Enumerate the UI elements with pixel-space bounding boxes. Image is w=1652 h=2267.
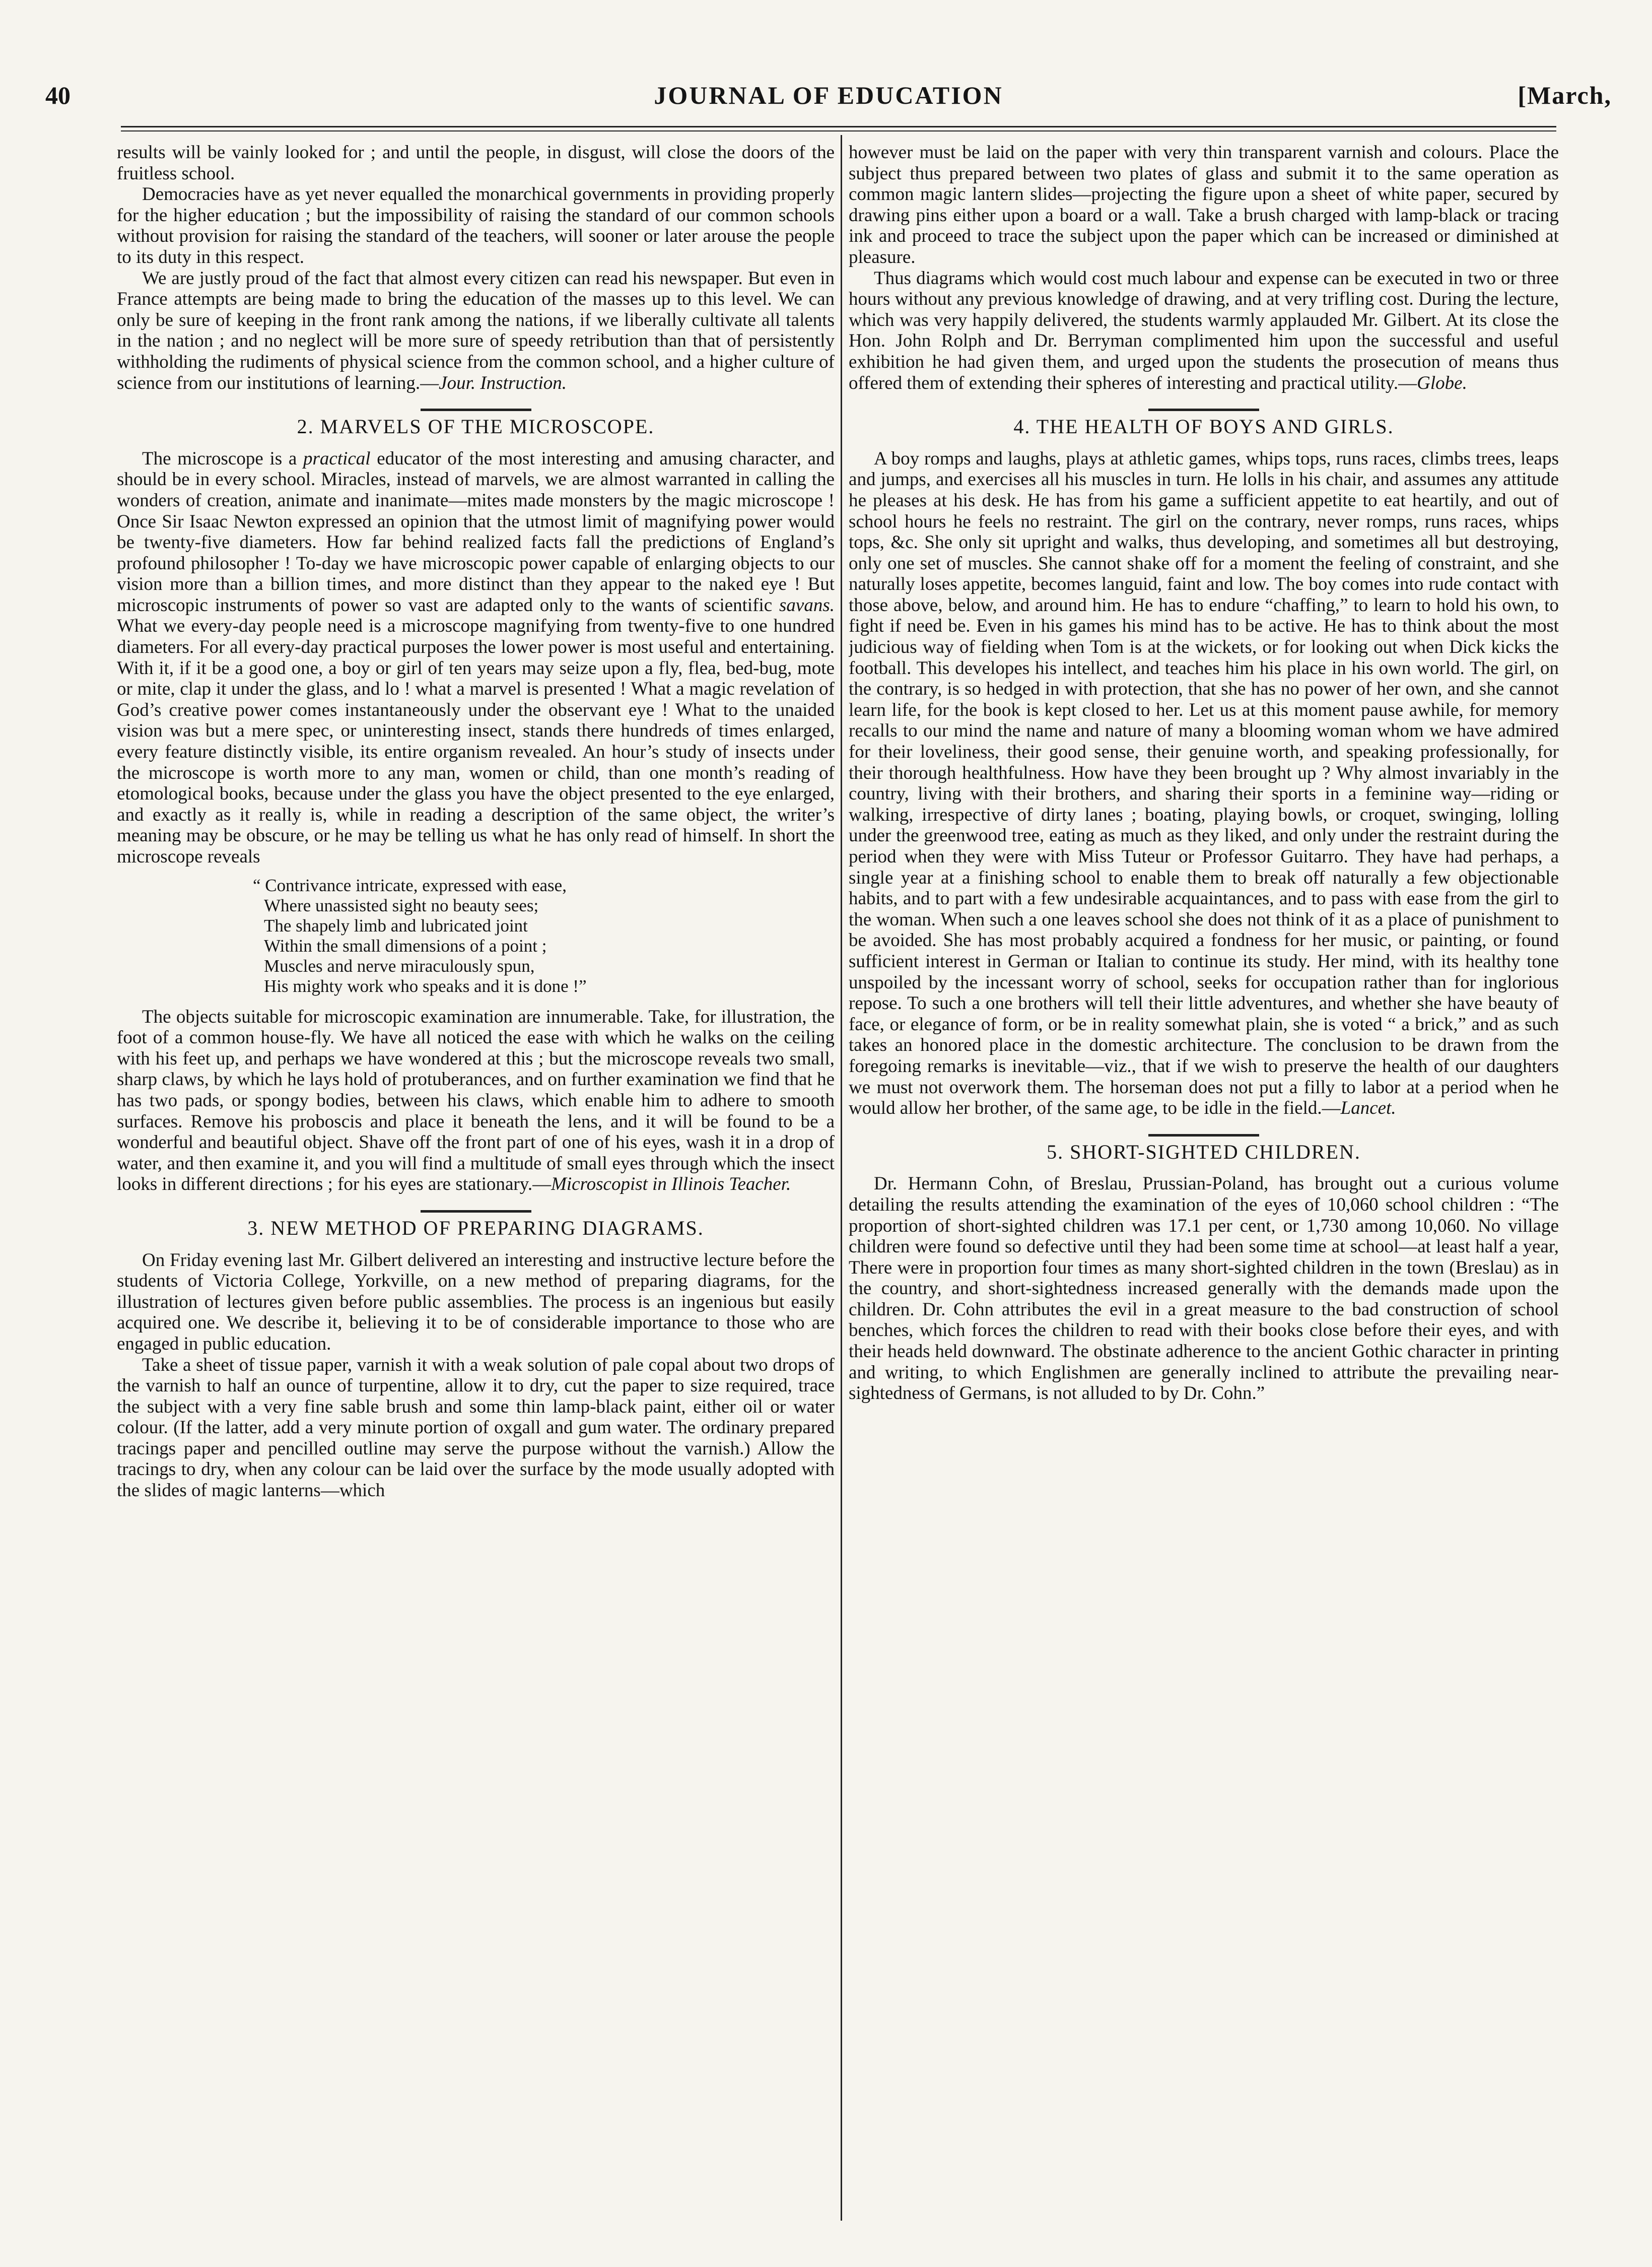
- column-divider: [841, 135, 842, 2221]
- poem-line: Muscles and nerve miraculously spun,: [264, 956, 535, 976]
- microscope-poem: [117, 876, 835, 996]
- section-title: 5. SHORT-SIGHTED CHILDREN.: [1047, 1140, 1361, 1163]
- section-rule: [1148, 409, 1259, 411]
- diagrams-source: Globe.: [1417, 372, 1467, 393]
- page-number: 40: [45, 81, 71, 109]
- section-rule: [1148, 1134, 1259, 1137]
- section-title: 2. MARVELS OF THE MICROSCOPE.: [297, 415, 655, 438]
- page-header: [45, 81, 1612, 121]
- health-paragraph-1: A boy romps and laughs, plays at athletic games, whips tops, runs races, climbs trees, leaps and jumps, and exercises all his muscles in turn. He lolls in his chair, and assumes any attitude he pleases at his desk. He has from his game a sufficient appetite to eat heartily, and out of school hours he feels no restraint. The girl on the contrary, never romps, runs races, whips tops, &c. She only sit upright and walks, thus developing, and sometimes all but destroying, only one set of muscles. She cannot shake off for a moment the feeling of constraint, and she naturally loses appetite, becomes languid, faint and low. The boy comes into rude contact with those above, below, and around him. He has to endure “chaffing,” to learn to hold his own, to fight if need be. Even in his games his mind has to be active. He has to think about the most judicious way of fielding when Tom is at the wickets, or for looking out when Dick kicks the football. This developes his intellect, and teaches him his place in his own world. The girl, on the contrary, is so hedged in with protection, that she has no power of her own, and she cannot learn life, for the book is kept closed to her. Let us at this moment pause awhile, for memory recalls to our mind the name and nature of many a blooming woman whom we have admired for their loveliness, their good sense, their genuine worth, and speaking professionally, for their thorough healthfulness. How have they been brought up ? Why almost invariably in the country, living with their brothers, and sharing their sports in a feminine way—riding or walking, irrespective of dirty lanes ; boating, playing bowls, or croquet, swinging, lolling under the greenwood tree, eating as much as they liked, and only under the restraint during the period when they were with Miss Tuteur or Professor Guitarro. They have had perhaps, a single year at a finishing school to enable them to break off naturally a few objectionable habits, and to part with a few undesirable acquaintances, and to pass with ease from the girl to the woman. When such a one leaves school she does not think of it as a place of punishment to be avoided. She has most probably acquired a fondness for her music, or painting, or found sufficient interest in German or Italian to continue its study. Her mind, with its healthy tone unspoiled by the incessant worry of school, seeks for occupation rather than for inglorious repose. To such a one brothers will tell their little adventures, and whether she have beauty of face, or elegance of form, or be in reality somewhat plain, she is voted “ a brick,” and as such takes an honored place in the domestic architecture. The conclusion to be drawn from the foregoing remarks is inevitable—viz., that if we wish to preserve the health of our daughters we must not overwork them. The horseman does not put a filly to labor at a period when he would allow her brother, of the same age, to be idle in the field.—Lancet.: [849, 448, 1559, 1119]
- section-rule: [421, 1210, 531, 1213]
- section-short-sighted-children: [849, 1134, 1559, 1404]
- intro-paragraph-3: We are justly proud of the fact that almost every citizen can read his newspaper. But even in France attempts are being made to bring the education of the masses up to this level. We can only be sure of keeping in the front rank among the nations, if we liberally cultivate all talents in the nation ; and no neglect will be more sure of speedy retribution than that of persistently withholding the rudiments of physical science from the common school, and a higher culture of science from our institutions of learning.—Jour. Instruction.: [117, 268, 835, 393]
- intro-source: Jour. Instruction.: [439, 372, 567, 393]
- poem-line: “ Contrivance intricate, expressed with ease,: [253, 875, 567, 895]
- section-marvels-microscope: [117, 409, 835, 1195]
- microscope-paragraph-1: The microscope is a practical educator of the most interesting and amusing character, and should be in every school. Miracles, instead of marvels, we are almost warranted in calling the wonders of creation, animate and inanimate—mites made monsters by the magic microscope ! Once Sir Isaac Newton expressed an opinion that the utmost limit of magnifying power would be twenty-five diameters. How far behind realized facts fall the predictions of England’s profound philosopher ! To-day we have microscopic power capable of enlarging objects to our vision more than a billion times, and more distinct than they appear to the naked eye ! But microscopic instruments of power so vast are adapted only to the wants of scientific savans. What we every-day people need is a microscope magnifying from twenty-five to one hundred diameters. For all every-day practical purposes the lower power is most useful and entertaining. With it, if it be a good one, a boy or girl of ten years may seize upon a fly, flea, bed-bug, mote or mite, clap it under the glass, and lo ! what a marvel is presented ! What a magic revelation of God’s creative power comes instantaneously under the observant eye ! What to the unaided vision was but a mere spec, or uninteresting insect, stands there hundreds of times enlarged, every feature distinctly visible, its entire organism revealed. An hour’s study of insects under the microscope is worth more to any man, women or child, than one month’s reading of etomological books, because under the glass you have the object presented to the eye enlarged, and exactly as it really is, while in reading a description of the same object, the writer’s meaning may be obscure, or he may be telling us what he has only read of himself. In short the microscope reveals: [117, 448, 835, 867]
- section-title: 4. THE HEALTH OF BOYS AND GIRLS.: [1013, 415, 1394, 438]
- health-source: Lancet.: [1340, 1098, 1396, 1119]
- short-sighted-paragraph-1: Dr. Hermann Cohn, of Breslau, Prussian-Poland, has brought out a curious volume detailing the results attending the examination of the eyes of 10,060 school children : “The proportion of short-sighted children was 17.1 per cent, or 1,730 among 10,060. No village children were found so defective until they had been some time at school—at least half a year, There were in proportion four times as many short-sighted children in the town (Breslau) as in the country, and short-sightedness increased generally with the demands made upon the children. Dr. Cohn attributes the evil in a great measure to the bad construction of school benches, which forces the children to read with their books close before their eyes, and with their heads held downward. The obstinate adherence to the ancient Gothic character in printing and writing, to which Englishmen are generally inclined to attribute the prevailing near-sightedness of Germans, is not alluded to by Dr. Cohn.”: [849, 1173, 1559, 1404]
- right-column: [849, 142, 1559, 2228]
- journal-title: JOURNAL OF EDUCATION: [654, 81, 1003, 109]
- left-column: [117, 142, 835, 2228]
- diagrams-continued-paragraph-1: however must be laid on the paper with very thin transparent varnish and colours. Place the subject thus prepared between two plates of glass and submit it to the same operation as common magic lantern slides—projecting the figure upon a sheet of white paper, secured by drawing pins either upon a board or a wall. Take a brush charged with lamp-black or tracing ink and proceed to trace the subject upon the paper which can be increased or diminished at pleasure.: [849, 142, 1559, 268]
- microscope-paragraph-2: The objects suitable for microscopic examination are innumerable. Take, for illustration, the foot of a common house-fly. We have all noticed the ease with which he walks on the ceiling with his feet up, and perhaps we have wondered at this ; but the microscope reveals two small, sharp claws, by which he lays hold of protuberances, and on further examination we find that he has two pads, or spongy bodies, between his claws, which enable him to adhere to smooth surfaces. Remove his proboscis and place it beneath the lens, and it will be found to be a wonderful and beautiful object. Shave off the front part of one of his eyes, wash it in a drop of water, and then examine it, and you will find a multitude of small eyes through which the insect looks in different directions ; for his eyes are stationary.—Microscopist in Illinois Teacher.: [117, 1006, 835, 1195]
- intro-paragraph-1: results will be vainly looked for ; and until the people, in disgust, will close the doors of the fruitless school.: [117, 142, 835, 184]
- section-rule: [421, 409, 531, 411]
- poem-line: Where unassisted sight no beauty sees;: [264, 895, 539, 915]
- poem-line: His mighty work who speaks and it is done !”: [264, 976, 587, 996]
- poem-line: The shapely limb and lubricated joint: [264, 915, 528, 936]
- diagrams-paragraph-1: On Friday evening last Mr. Gilbert delivered an interesting and instructive lecture before the students of Victoria College, Yorkville, on a new method of preparing diagrams, for the illustration of lectures given before public assemblies. The process is an ingenious but easily acquired one. We describe it, believing it to be of considerable importance to those who are engaged in public education.: [117, 1249, 835, 1354]
- poem-line: Within the small dimensions of a point ;: [264, 936, 547, 956]
- diagrams-continued-paragraph-2: Thus diagrams which would cost much labour and expense can be executed in two or three hours without any previous knowledge of drawing, and at very trifling cost. During the lecture, which was very happily delivered, the students warmly applauded Mr. Gilbert. At its close the Hon. John Rolph and Dr. Berryman complimented him upon the successful and useful exhibition he had given them, and urged upon the students the prosecution of means thus offered them of extending their spheres of interesting and practical utility.—Globe.: [849, 268, 1559, 393]
- diagrams-paragraph-2: Take a sheet of tissue paper, varnish it with a weak solution of pale copal about two drops of the varnish to half an ounce of turpentine, allow it to dry, cut the paper to size required, trace the subject with a very fine sable brush and some thin lamp-black paint, either oil or water colour. (If the latter, add a very minute portion of oxgall and gum water. The ordinary prepared tracings paper and pencilled outline may serve the purpose without the varnish.) Allow the tracings to dry, when any colour can be laid over the surface by the mode usually adopted with the slides of magic lanterns—which: [117, 1354, 835, 1501]
- section-preparing-diagrams: [117, 1210, 835, 1501]
- intro-paragraph-2: Democracies have as yet never equalled the monarchical governments in providing properly for the higher education ; but the impossibility of raising the standard of our common schools without provision for raising the standard of the teachers, will sooner or later arouse the people to its duty in this respect.: [117, 184, 835, 268]
- microscope-source: Microscopist in Illinois Teacher.: [551, 1174, 791, 1195]
- section-health-boys-girls: [849, 409, 1559, 1119]
- section-title: 3. NEW METHOD OF PREPARING DIAGRAMS.: [247, 1216, 704, 1239]
- header-rule: [121, 126, 1556, 131]
- issue-month: [March,: [1518, 81, 1612, 109]
